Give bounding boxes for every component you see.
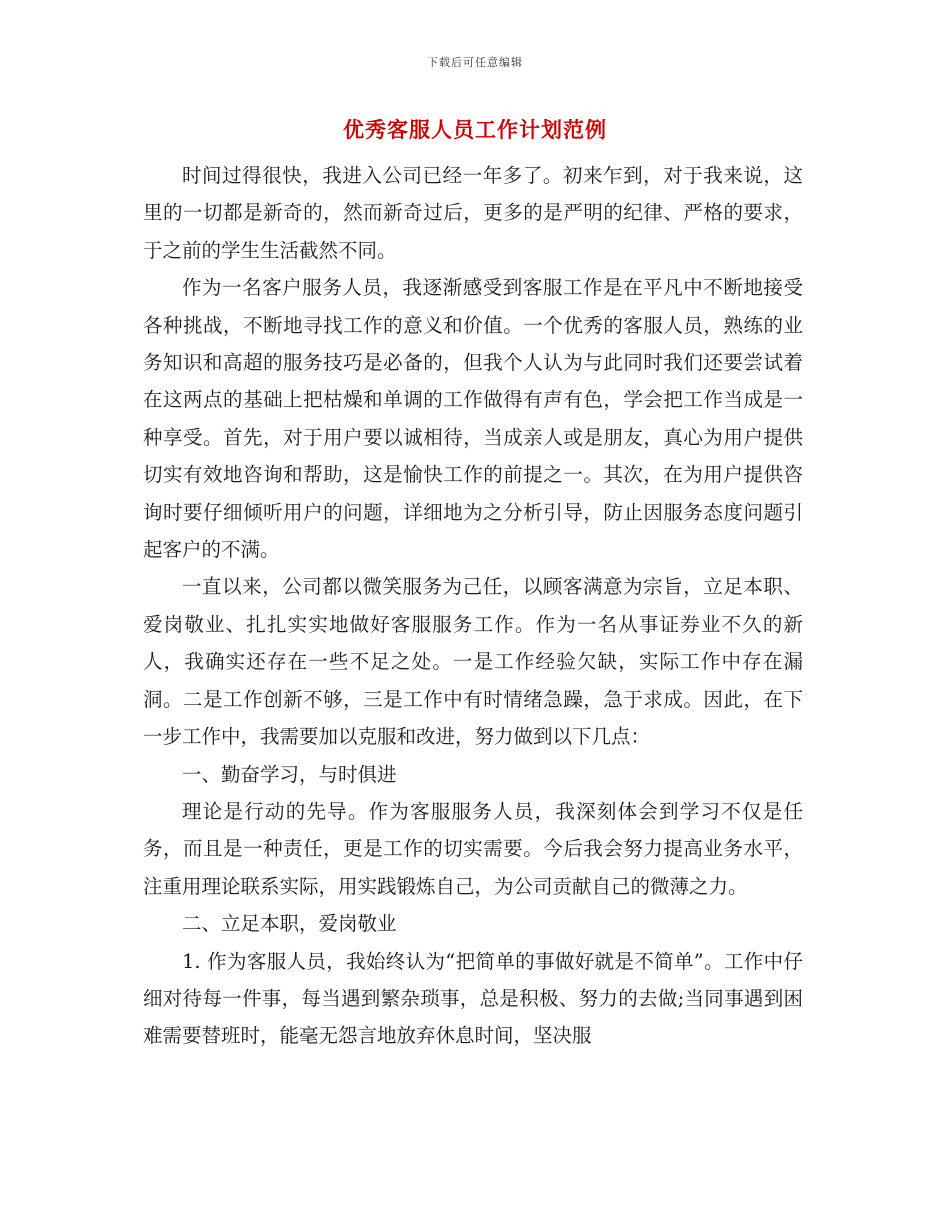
paragraph-study: 理论是行动的先导。作为客服服务人员，我深刻体会到学习不仅是任务，而且是一种责任，更是工作的切实需要。今后我会努力提高业务水平，注重用理论联系实际，用实践锻炼自己，为公司贡献自己的微薄之力。 — [143, 799, 803, 898]
paragraph-shortcomings: 一直以来，公司都以微笑服务为己任，以顾客满意为宗旨，立足本职、爱岗敬业、扎扎实实地做好客服服务工作。作为一名从事证券业不久的新人，我确实还存在一些不足之处。一是工作经验欠缺，实际工作中存在漏洞。二是工作创新不够，三是工作中有时情绪急躁，急于求成。因此，在下一步工作中，我需要加以克服和改进，努力做到以下几点： — [143, 575, 803, 749]
paragraph-dedication-1: 1. 作为客服人员，我始终认为“把简单的事做好就是不简单”。工作中仔细对待每一件事，每当遇到繁杂琐事，总是积极、努力的去做;当同事遇到困难需要替班时，能毫无怨言地放弃休息时间，坚决服 — [143, 949, 803, 1048]
section-heading-study: 一、勤奋学习，与时俱进 — [182, 762, 397, 786]
paragraph-service-role: 作为一名客户服务人员，我逐渐感受到客服工作是在平凡中不断地接受各种挑战，不断地寻找工作的意义和价值。一个优秀的客服人员，熟练的业务知识和高超的服务技巧是必备的，但我个人认为与此同时我们还要尝试着在这两点的基础上把枯燥和单调的工作做得有声有色，学会把工作当成是一种享受。首先，对于用户要以诚相待，当成亲人或是朋友，真心为用户提供切实有效地咨询和帮助，这是愉快工作的前提之一。其次，在为用户提供咨询时要仔细倾听用户的问题，详细地为之分析引导，防止因服务态度问题引起客户的不满。 — [143, 276, 803, 562]
document-title: 优秀客服人员工作计划范例 — [343, 118, 607, 142]
section-heading-dedication: 二、立足本职，爱岗敬业 — [182, 912, 397, 936]
paragraph-intro: 时间过得很快，我进入公司已经一年多了。初来乍到，对于我来说，这里的一切都是新奇的，然而新奇过后，更多的是严明的纪律、严格的要求，于之前的学生生活截然不同。 — [143, 164, 803, 262]
document-body — [143, 157, 803, 1055]
page-header-note: 下载后可任意编辑 — [427, 56, 523, 69]
